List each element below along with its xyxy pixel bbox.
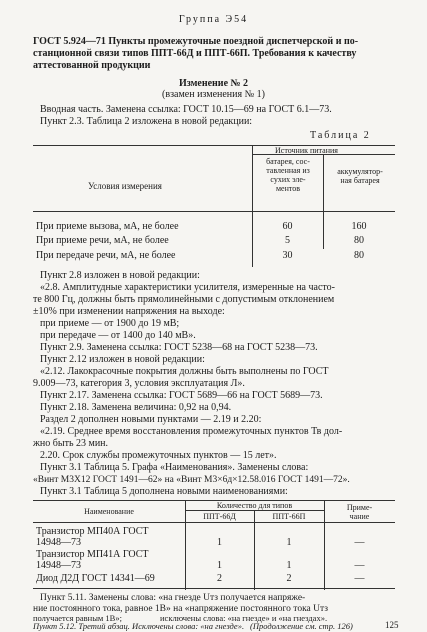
body-line-10: 9.009—73, категория 3, условия эксплуатация Л».	[33, 378, 245, 389]
table5-row-1-note: —	[354, 537, 365, 548]
intro-line-2: Пункт 2.3. Таблица 2 изложена в новой редакции:	[40, 116, 253, 127]
table5-row-2-d: 1	[217, 560, 222, 571]
table2-row-1-dry: 60	[282, 221, 293, 232]
footer-line-5: Пункт 5.12. Третий абзац. Исключены слова: «на гнезде».	[33, 621, 245, 631]
table2-dry-header-4: ментов	[275, 184, 301, 193]
table5-bottom-rule	[33, 588, 395, 589]
table5-66d-header: ППТ-66Д	[203, 512, 236, 521]
footer-line-4: исключены слова: «на гнезде» и «на гнездах».	[160, 613, 328, 623]
table5-row-1-p: 1	[286, 537, 292, 548]
body-line-3: те 800 Гц, должны быть прямолинейными с допустимым отклонением	[33, 294, 335, 305]
table5-row-3-note: —	[354, 573, 365, 584]
table2-header-rule	[33, 211, 395, 212]
group-header: Группа Э54	[178, 14, 249, 25]
table2-condition-header: Условия измерения	[88, 181, 162, 191]
table2-row-3-acc: 80	[354, 250, 364, 261]
body-line-9: «2.12. Лакокрасочные покрытия должны быть выполнены по ГОСТ	[40, 366, 329, 377]
table2-top-rule	[33, 145, 395, 146]
body-line-13: Раздел 2 дополнен новыми пунктами — 2.19 и 2.20:	[40, 414, 262, 425]
gost-title-line-1: ГОСТ 5.924—71 Пункты промежуточные поездной диспетчерской и по-	[33, 36, 359, 47]
body-line-11: Пункт 2.17. Заменена ссылка: ГОСТ 5689—66 на ГОСТ 5689—73.	[40, 390, 323, 401]
body-line-4: ±10% при изменении напряжения на выходе:	[33, 306, 225, 317]
table5-note-header-1: Приме-	[346, 503, 373, 512]
table2-caption: Таблица 2	[310, 130, 371, 141]
table5-row-2-name-2: 14948—73	[36, 560, 81, 571]
table2-row-3-dry: 30	[282, 250, 293, 261]
table2-row-2-label: При приеме речи, мА, не более	[36, 235, 169, 246]
table5-row-2-p: 1	[286, 560, 292, 571]
page-number: 125	[385, 620, 399, 630]
body-line-7: Пункт 2.9. Заменена ссылка: ГОСТ 5238—68 на ГОСТ 5238—73.	[40, 342, 318, 353]
gost-title-line-3: аттестованной продукции	[33, 60, 151, 71]
footer-line-2: ние постоянного тока, равное 1В» на «напряжение постоянного тока Uтз	[33, 604, 329, 614]
table2-dry-header-1: батарея, сос-	[266, 157, 310, 166]
body-line-1: Пункт 2.8 изложен в новой редакции:	[40, 270, 200, 281]
table2-dry-header-2: тавленная из	[266, 166, 310, 175]
table2-acc-header-2: ная батарея	[340, 176, 380, 185]
footer-line-1: Пункт 5.11. Заменены слова: «на гнезде Uтз получается напряже-	[40, 593, 306, 603]
body-line-19: Пункт 3.1 Таблица 5 дополнена новыми наименованиями:	[40, 486, 288, 497]
body-line-15: жно быть 23 мин.	[33, 438, 109, 449]
table5-row-3-name-1: Диод Д2Д ГОСТ 14341—69	[36, 573, 155, 584]
body-line-14: «2.19. Среднее время восстановления промежуточных пунктов Тв дол-	[40, 426, 343, 437]
footer-line-3: получается равным 1В»;	[33, 613, 122, 623]
body-line-2: «2.8. Амплитудные характеристики усилителя, измеренные на часто-	[40, 282, 335, 293]
change-title: Изменение № 2	[178, 78, 249, 89]
body-line-18: «Винт М3Х12 ГОСТ 1491—62» на «Винт М3×6д×12.58.016 ГОСТ 1491—72».	[33, 475, 350, 485]
table5-note-header-2: чание	[349, 512, 370, 521]
table2-row-1-label: При приеме вызова, мА, не более	[36, 221, 179, 232]
table5-66p-header: ППТ-66П	[272, 512, 306, 521]
body-line-5: при приеме — от 1900 до 19 мВ;	[40, 318, 180, 329]
table2-row-2-dry: 5	[285, 235, 290, 246]
table2-body-divider-1	[252, 211, 253, 267]
table5-row-1-name-1: Транзистор МП40А ГОСТ	[36, 526, 149, 537]
table5-row-1-name-2: 14948—73	[36, 537, 81, 548]
table5-row-2-name-1: Транзистор МП41А ГОСТ	[36, 549, 149, 560]
table5-row-1-d: 1	[217, 537, 222, 548]
body-line-12: Пункт 2.18. Заменена величина: 0,92 на 0,94.	[40, 402, 232, 413]
table5-qty-header: Количество для типов	[216, 501, 293, 510]
body-line-17: Пункт 3.1 Таблица 5. Графа «Наименования». Заменены слова:	[40, 462, 309, 473]
table2-row-2-acc: 80	[354, 235, 364, 246]
table5-name-header: Наименование	[84, 507, 134, 516]
table2-row-1-acc: 160	[351, 221, 367, 232]
table5-row-3-d: 2	[217, 573, 222, 584]
table5-row-2-note: —	[354, 560, 365, 571]
table2-acc-header-1: аккумулятор-	[337, 167, 383, 176]
table2-row-3-label: При передаче речи, мА, не более	[36, 250, 176, 261]
body-line-16: 2.20. Срок службы промежуточных пунктов — 15 лет».	[40, 450, 277, 461]
intro-line-1: Вводная часть. Заменена ссылка: ГОСТ 10.15—69 на ГОСТ 6.1—73.	[40, 104, 332, 115]
table5-row-3-p: 2	[286, 573, 292, 584]
body-line-6: при передаче — от 1400 до 140 мВ».	[40, 330, 196, 341]
body-line-8: Пункт 2.12 изложен в новой редакции:	[40, 354, 205, 365]
table2-dry-header-3: сухих эле-	[270, 175, 306, 184]
continuation-note: (Продолжение см. стр. 126)	[250, 621, 353, 631]
table2-source-header: Источник питания	[275, 146, 338, 155]
table5-header-rule	[33, 522, 395, 523]
change-subtitle: (взамен изменения № 1)	[162, 89, 265, 100]
gost-title-line-2: станционной связи типов ППТ-66Д и ППТ-66П. Требования к качеству	[33, 48, 357, 59]
